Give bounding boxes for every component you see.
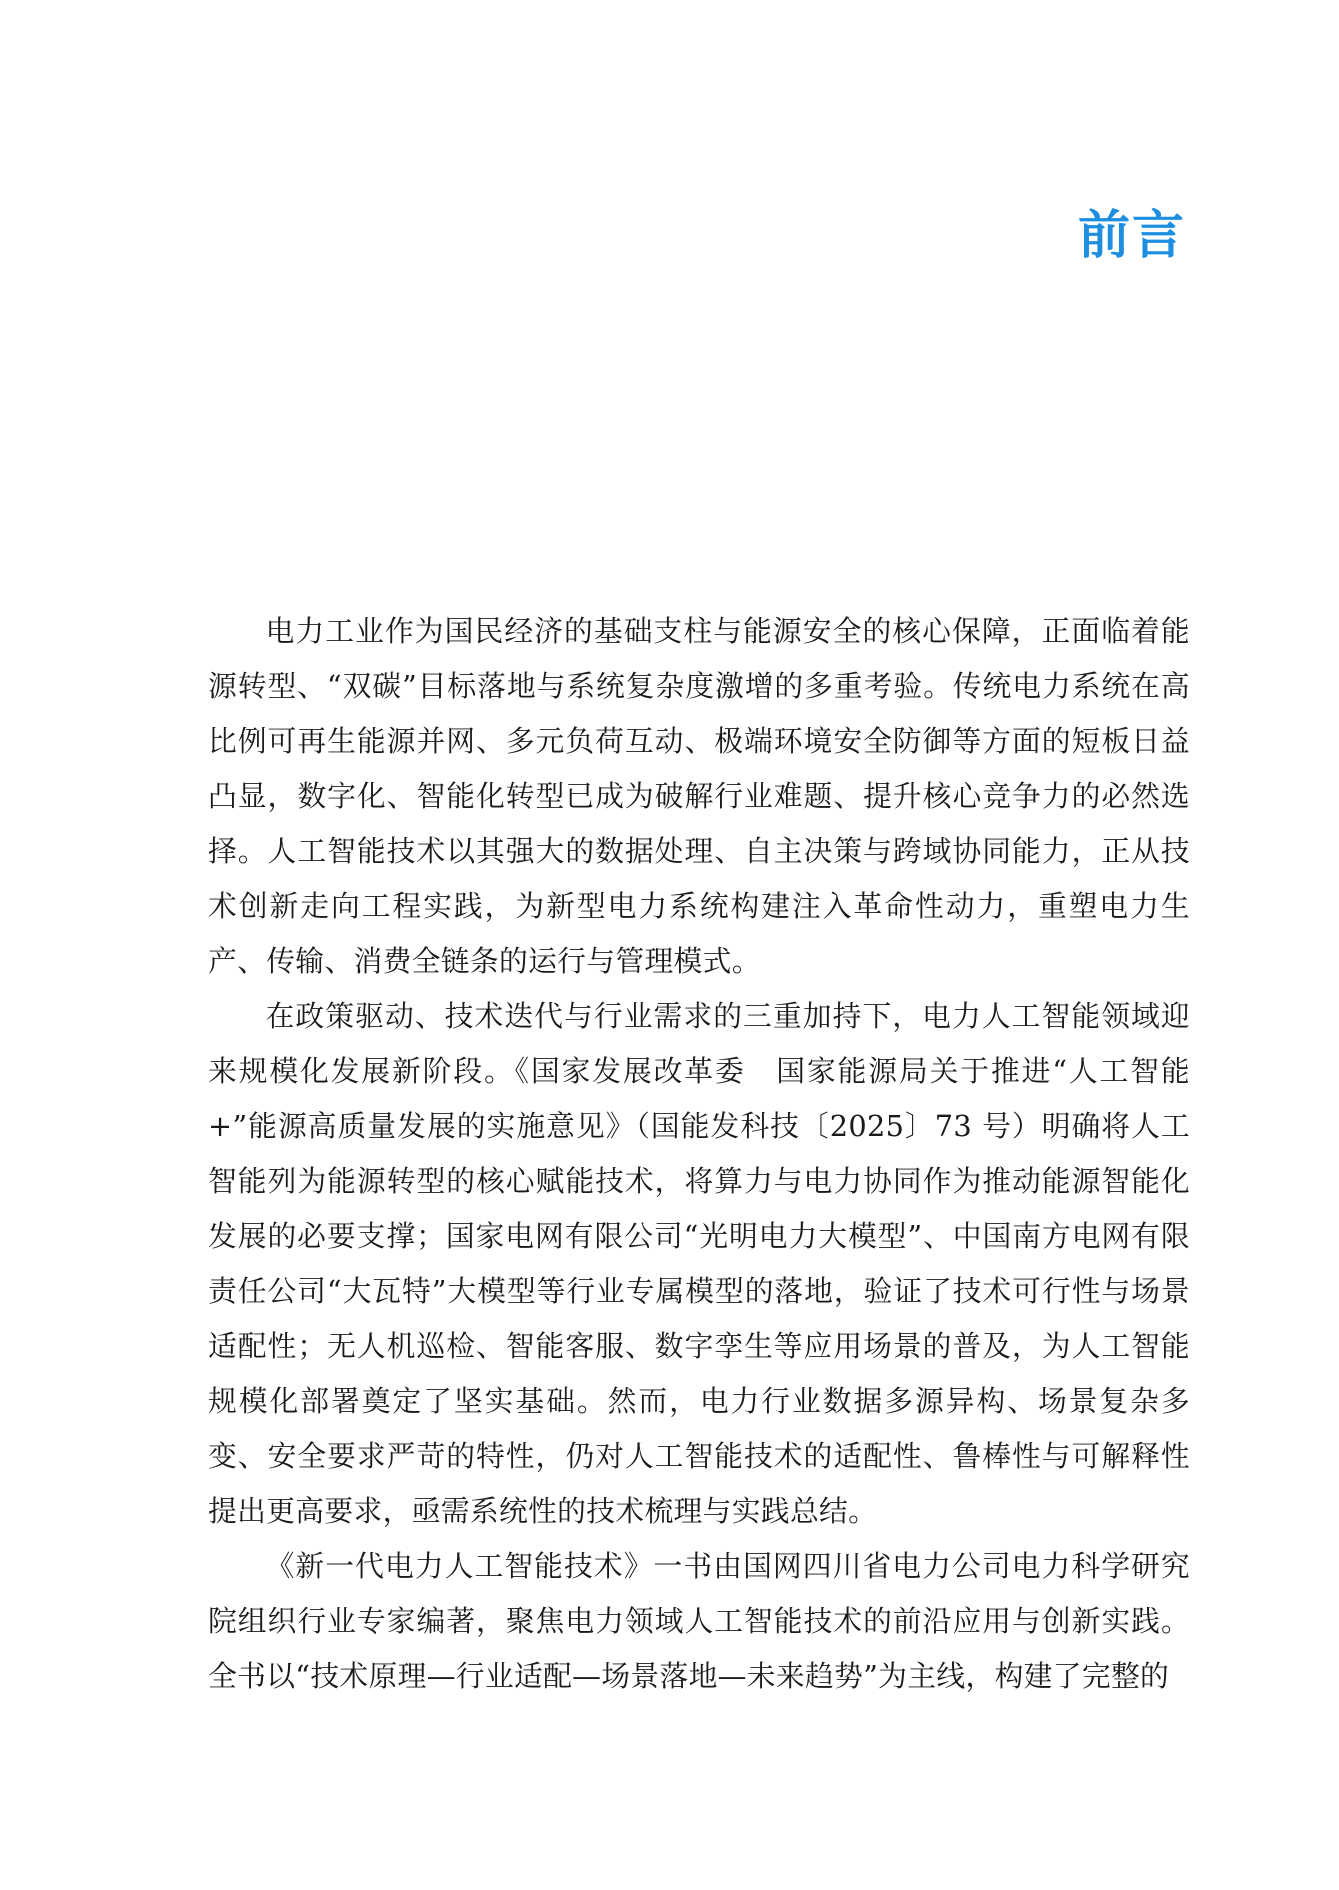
page-title: 前言: [1077, 205, 1186, 266]
paragraph-2: 在政策驱动、技术迭代与行业需求的三重加持下，电力人工智能领域迎来规模化发展新阶段。《国家发展改革委 国家能源局关于推进“人工智能 +”能源高质量发展的实施意见》（国能发科技〔2025〕73 号）明确将人工智能列为能源转型的核心赋能技术，将算力与电力协同作为推动能源智能化发展的必要支撑；国家电网有限公司“光明电力大模型”、中国南方电网有限责任公司“大瓦特”大模型等行业专属模型的落地，验证了技术可行性与场景适配性；无人机巡检、智能客服、数字孪生等应用场景的普及，为人工智能规模化部署奠定了坚实基础。然而，电力行业数据多源异构、场景复杂多变、安全要求严苛的特性，仍对人工智能技术的适配性、鲁棒性与可解释性提出更高要求，亟需系统性的技术梳理与实践总结。: [208, 999, 1190, 1528]
body-text: [208, 604, 1190, 1704]
paragraph-1: 电力工业作为国民经济的基础支柱与能源安全的核心保障，正面临着能源转型、“双碳”目标落地与系统复杂度激增的多重考验。传统电力系统在高比例可再生能源并网、多元负荷互动、极端环境安全防御等方面的短板日益凸显，数字化、智能化转型已成为破解行业难题、提升核心竞争力的必然选择。人工智能技术以其强大的数据处理、自主决策与跨域协同能力，正从技术创新走向工程实践，为新型电力系统构建注入革命性动力，重塑电力生产、传输、消费全链条的运行与管理模式。: [208, 614, 1190, 978]
paragraph-3: 《新一代电力人工智能技术》一书由国网四川省电力公司电力科学研究院组织行业专家编著，聚焦电力领域人工智能技术的前沿应用与创新实践。全书以“技术原理—行业适配—场景落地—未来趋势”为主线，构建了完整的: [208, 1549, 1190, 1693]
